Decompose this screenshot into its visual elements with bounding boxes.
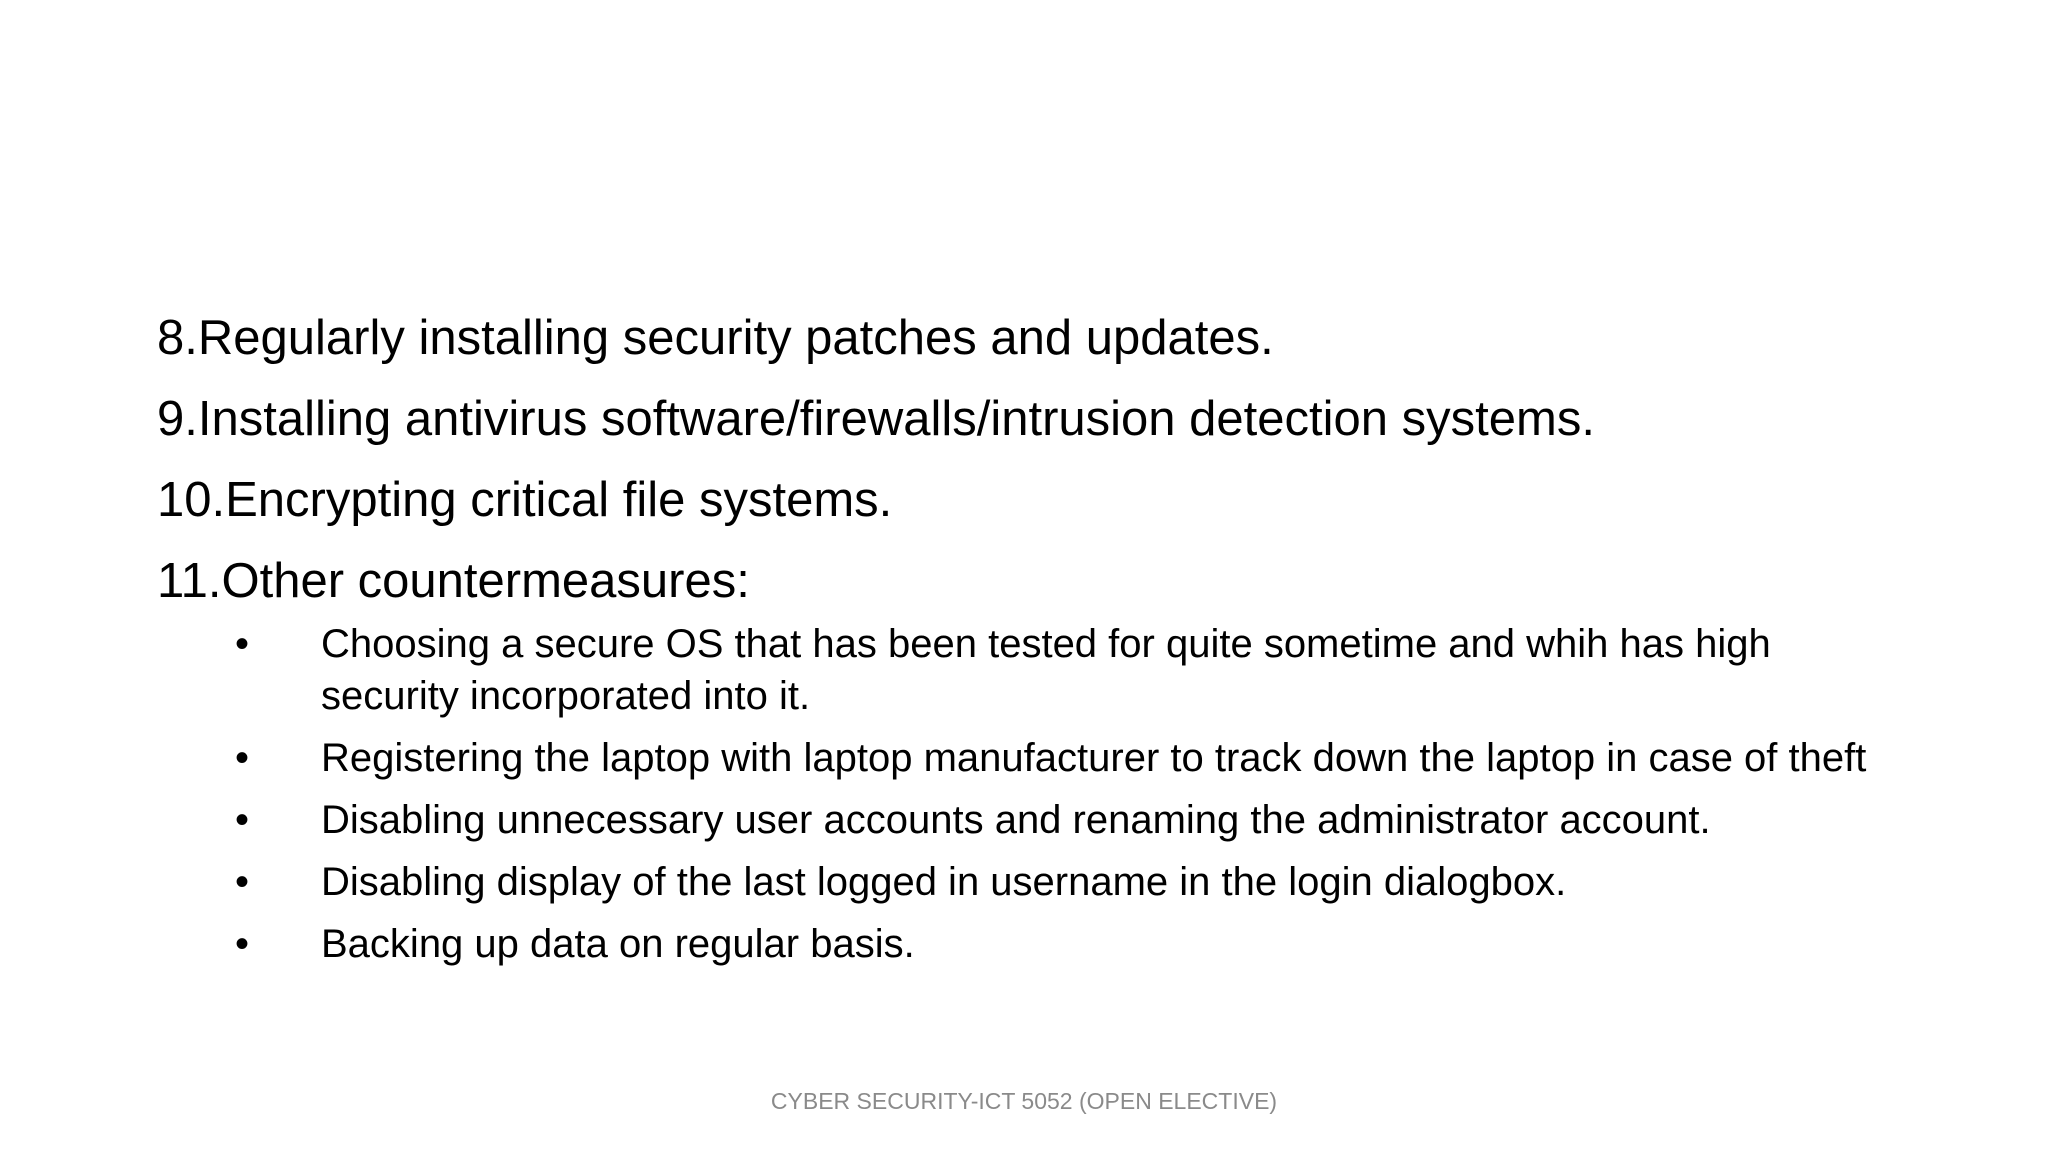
item-text: Installing antivirus software/firewalls/intrusion detection systems.: [197, 392, 1595, 446]
bullet-icon: •: [235, 622, 250, 666]
list-item: [157, 618, 1881, 722]
bullet-icon: •: [235, 922, 250, 966]
list-item: [157, 732, 1881, 784]
slide-footer: CYBER SECURITY-ICT 5052 (OPEN ELECTIVE): [770, 1088, 1278, 1114]
item-text: Encrypting critical file systems.: [225, 473, 893, 527]
list-item: [157, 856, 1881, 908]
list-item-text: Registering the laptop with laptop manufacturer to track down the laptop in case of theft: [321, 736, 1867, 780]
list-item: [157, 794, 1881, 846]
item-number: 8.: [157, 311, 198, 365]
item-number: 9.: [157, 392, 198, 446]
list-item-text: Backing up data on regular basis.: [321, 922, 915, 966]
numbered-item: [157, 389, 1977, 449]
numbered-item: [157, 308, 1977, 368]
item-text: Regularly installing security patches and updates.: [197, 311, 1274, 365]
slide-content: [157, 308, 1977, 980]
bullet-icon: •: [235, 736, 250, 780]
list-item: [157, 918, 1881, 970]
item-number: 10.: [157, 473, 226, 527]
bullet-icon: •: [235, 798, 250, 842]
item-number: 11.: [157, 554, 222, 608]
item-text: Other countermeasures:: [221, 554, 750, 608]
list-item-text: Disabling unnecessary user accounts and renaming the administrator account.: [321, 798, 1711, 842]
list-item-text: Disabling display of the last logged in username in the login dialogbox.: [321, 860, 1567, 904]
countermeasures-list: [157, 618, 1977, 970]
bullet-icon: •: [235, 860, 250, 904]
list-item-text: Choosing a secure OS that has been tested for quite sometime and whih has high security incorporated into it.: [321, 622, 1771, 718]
numbered-item: [157, 551, 1977, 611]
numbered-item: [157, 470, 1977, 530]
